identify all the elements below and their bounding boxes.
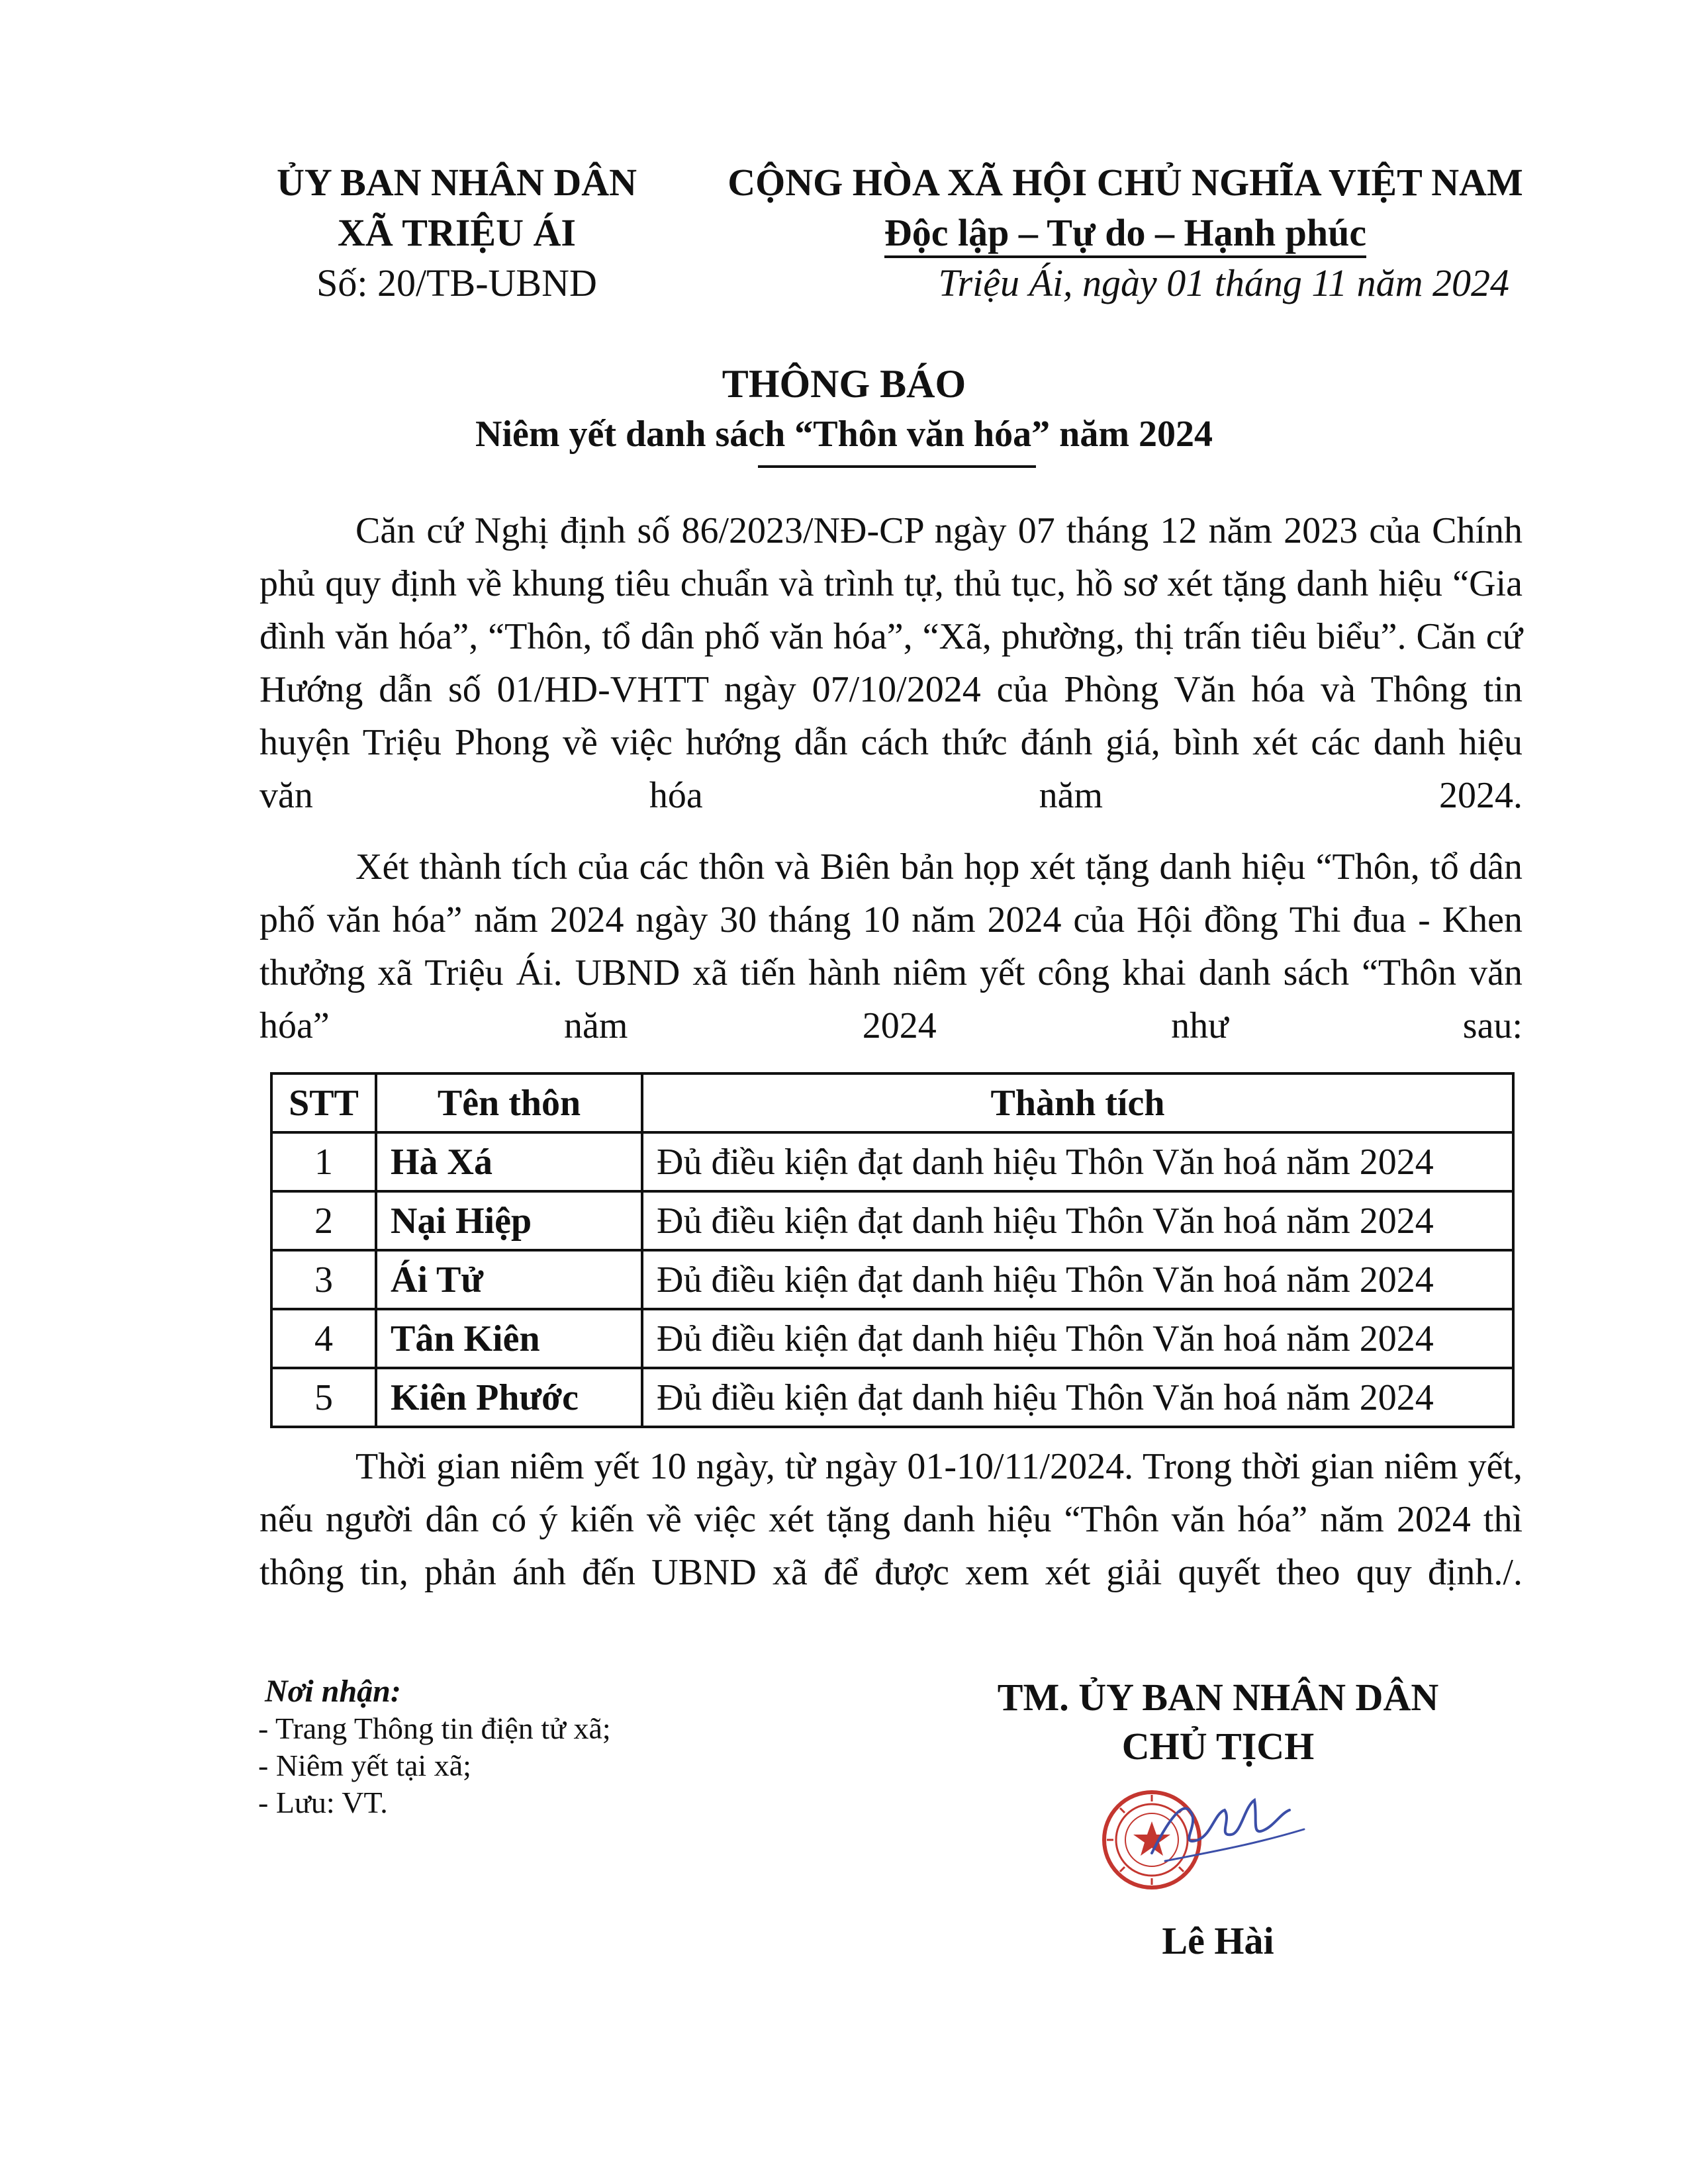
row-village-name: Tân Kiên: [376, 1309, 642, 1368]
motto-text: Độc lập – Tự do – Hạnh phúc: [884, 211, 1366, 258]
table-row: [271, 1309, 1513, 1368]
recipients-label: Nơi nhận:: [265, 1674, 401, 1709]
handwritten-signature-icon: [1139, 1774, 1311, 1880]
signature-position: CHỦ TỊCH: [1121, 1725, 1315, 1768]
paragraph-posting-period: Thời gian niêm yết 10 ngày, từ ngày 01-10/11/2024. Trong thời gian niêm yết, nếu người dân có ý kiến về việc xét tặng danh hiệu “Thôn văn hóa” năm 2024 thì thông tin, phản ánh đến UBND xã để được xem xét giải quyết theo quy định./.: [259, 1446, 1523, 1593]
table-header-row: [271, 1073, 1513, 1132]
paragraph-legal-basis: Căn cứ Nghị định số 86/2023/NĐ-CP ngày 07 tháng 12 năm 2023 của Chính phủ quy định về khung tiêu chuẩn và trình tự, thủ tục, hồ sơ xét tặng danh hiệu “Gia đình văn hóa”, “Thôn, tổ dân phố văn hóa”, “Xã, phường, thị trấn tiêu biểu”. Căn cứ Hướng dẫn số 01/HD-VHTT ngày 07/10/2024 của Phòng Văn hóa và Thông tin huyện Triệu Phong về việc hướng dẫn cách thức đánh giá, bình xét các danh hiệu văn hóa năm 2024.: [259, 510, 1523, 816]
row-village-name: Ái Tử: [376, 1250, 642, 1309]
title-underline: [758, 465, 1036, 468]
place-and-date: Triệu Ái, ngày 01 tháng 11 năm 2024: [938, 261, 1509, 304]
row-stt: 5: [271, 1368, 376, 1427]
signature-authority: TM. ỦY BAN NHÂN DÂN: [997, 1676, 1439, 1719]
row-achievement: Đủ điều kiện đạt danh hiệu Thôn Văn hoá năm 2024: [642, 1309, 1513, 1368]
header-stt: STT: [271, 1073, 376, 1132]
row-stt: 4: [271, 1309, 376, 1368]
row-village-name: Kiên Phước: [376, 1368, 642, 1427]
row-achievement: Đủ điều kiện đạt danh hiệu Thôn Văn hoá năm 2024: [642, 1250, 1513, 1309]
recipients-block: [258, 1673, 854, 1821]
table-row: [271, 1368, 1513, 1427]
row-achievement: Đủ điều kiện đạt danh hiệu Thôn Văn hoá năm 2024: [642, 1368, 1513, 1427]
signer-name: Lê Hài: [1162, 1919, 1274, 1962]
row-stt: 1: [271, 1132, 376, 1191]
document-title: THÔNG BÁO: [722, 362, 966, 406]
row-achievement: Đủ điều kiện đạt danh hiệu Thôn Văn hoá năm 2024: [642, 1132, 1513, 1191]
village-list-table: [270, 1072, 1515, 1428]
national-title: CỘNG HÒA XÃ HỘI CHỦ NGHĨA VIỆT NAM: [727, 161, 1523, 204]
row-stt: 2: [271, 1191, 376, 1250]
commune-name: XÃ TRIỆU ÁI: [338, 211, 576, 254]
table-row: [271, 1191, 1513, 1250]
row-village-name: Nại Hiệp: [376, 1191, 642, 1250]
row-village-name: Hà Xá: [376, 1132, 642, 1191]
header-village-name: Tên thôn: [376, 1073, 642, 1132]
recipient-item: - Trang Thông tin điện tử xã;: [258, 1711, 611, 1745]
national-motto: [695, 208, 1556, 258]
table-row: [271, 1132, 1513, 1191]
agency-name: ỦY BAN NHÂN DÂN: [276, 161, 637, 204]
header-achievement: Thành tích: [642, 1073, 1513, 1132]
row-achievement: Đủ điều kiện đạt danh hiệu Thôn Văn hoá năm 2024: [642, 1191, 1513, 1250]
paragraph-consideration: Xét thành tích của các thôn và Biên bản họp xét tặng danh hiệu “Thôn, tổ dân phố văn hóa” năm 2024 ngày 30 tháng 10 năm 2024 của Hội đồng Thi đua - Khen thưởng xã Triệu Ái. UBND xã tiến hành niêm yết công khai danh sách “Thôn văn hóa” năm 2024 như sau:: [259, 846, 1523, 1046]
document-number: Số: 20/TB-UBND: [316, 261, 597, 304]
recipient-item: - Niêm yết tại xã;: [258, 1749, 471, 1782]
row-stt: 3: [271, 1250, 376, 1309]
recipient-item: - Lưu: VT.: [258, 1786, 388, 1819]
table-row: [271, 1250, 1513, 1309]
document-subtitle: Niêm yết danh sách “Thôn văn hóa” năm 2024: [475, 414, 1213, 455]
